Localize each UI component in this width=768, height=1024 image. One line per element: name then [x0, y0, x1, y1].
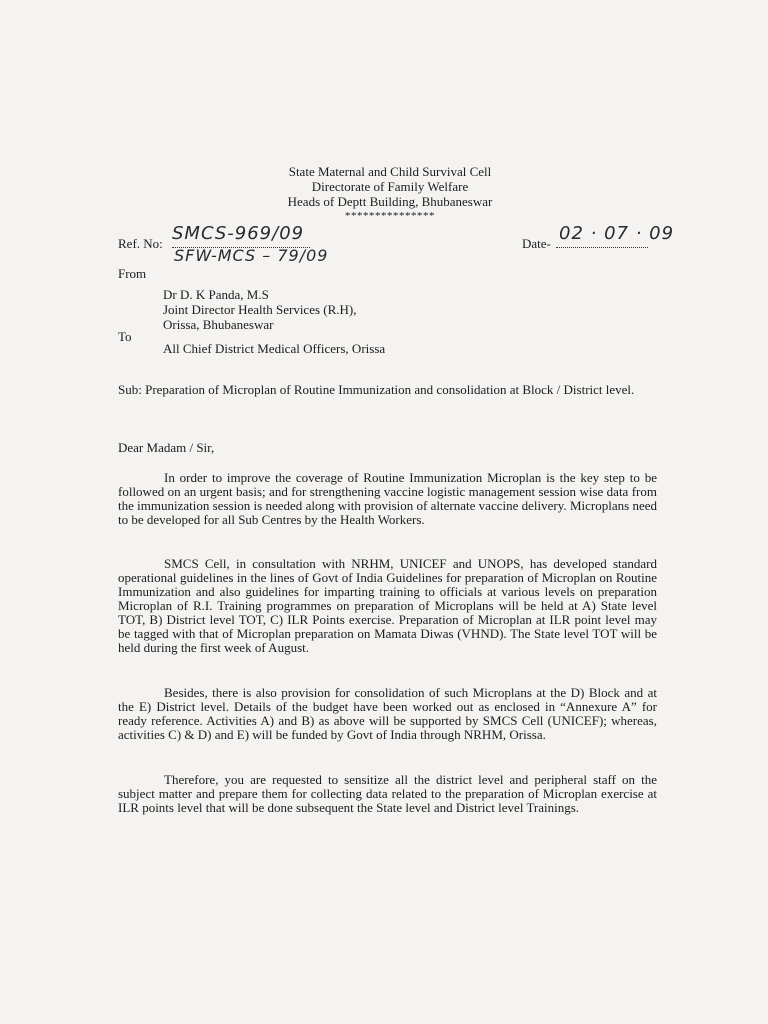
date-label: Date-: [522, 236, 551, 251]
ref-number-handwritten: SMCS-969/09: [172, 223, 305, 244]
body-paragraph-3: Besides, there is also provision for consolidation of such Microplans at the D) Block and at the E) District level. Details of the budget have been worked out as enclosed in “Annexure A” for ready reference. Activities A) and B) as above will be supported by SMCS Cell (UNICEF); whereas, activities C) & D) and E) will be funded by Govt of India through NRHM, Orissa.: [118, 685, 657, 742]
letterhead-address: Heads of Deptt Building, Bhubaneswar: [287, 194, 493, 209]
letterhead: [0, 164, 768, 224]
date-dotted-line: [556, 247, 648, 248]
date-handwritten: 02 · 07 · 09: [559, 223, 675, 244]
sender-name: Dr D. K Panda, M.S: [163, 287, 269, 302]
letterhead-org: State Maternal and Child Survival Cell: [288, 164, 492, 179]
ref-number-handwritten-2: SFW-MCS – 79/09: [174, 246, 329, 265]
recipient: All Chief District Medical Officers, Orissa: [163, 341, 386, 356]
letterhead-directorate: Directorate of Family Welfare: [311, 179, 469, 194]
salutation: Dear Madam / Sir,: [118, 440, 215, 455]
subject-line: Sub: Preparation of Microplan of Routine Immunization and consolidation at Block / District level.: [118, 382, 635, 397]
body-paragraph-1: In order to improve the coverage of Routine Immunization Microplan is the key step to be followed on an urgent basis; and for strengthening vaccine logistic management session wise data from the immunization session is needed along with provision of alternate vaccine delivery. Microplans need to be developed for all Sub Centres by the Health Workers.: [118, 470, 657, 527]
to-label: To: [118, 329, 132, 344]
from-label: From: [118, 266, 147, 281]
sender-title: Joint Director Health Services (R.H),: [163, 302, 357, 317]
ref-label: Ref. No:: [118, 236, 163, 251]
body-paragraph-2: SMCS Cell, in consultation with NRHM, UNICEF and UNOPS, has developed standard operational guidelines in the lines of Govt of India Guidelines for preparation of Microplan on Routine Immunization and also guidelines for imparting training to officials at various levels on preparation Microplan of R.I. Training programmes on preparation of Microplans will be held at A) State level TOT, B) District level TOT, C) ILR Points exercise. Preparation of Microplan at ILR point level may be tagged with that of Microplan preparation on Mamata Diwas (VHND). The State level TOT will be held during the first week of August.: [118, 556, 657, 655]
letterhead-divider: ***************: [345, 210, 435, 222]
sender-location: Orissa, Bhubaneswar: [163, 317, 274, 332]
body-paragraph-4: Therefore, you are requested to sensitize all the district level and peripheral staff on the subject matter and prepare them for collecting data related to the preparation of Microplan exercise at ILR points level that will be done subsequent the State level and District level Trainings.: [118, 772, 657, 815]
